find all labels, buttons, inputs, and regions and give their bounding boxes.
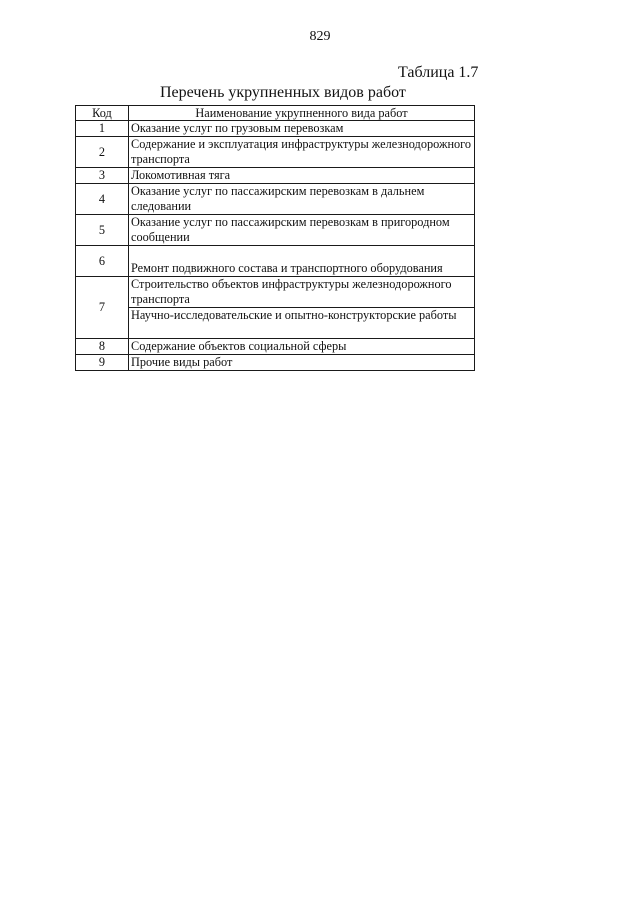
- table-label: Таблица 1.7: [398, 64, 479, 81]
- row-code: 6: [76, 246, 129, 277]
- row-code: 4: [76, 184, 129, 215]
- table-title: Перечень укрупненных видов работ: [160, 84, 406, 101]
- table-row: [76, 137, 475, 168]
- table-row: [76, 215, 475, 246]
- table-row: [76, 277, 475, 308]
- table-row: [76, 246, 475, 277]
- row-name: Ремонт подвижного состава и транспортного оборудования: [129, 246, 475, 277]
- header-code: Код: [76, 106, 129, 121]
- page-number: 829: [309, 29, 331, 44]
- row-code: 9: [76, 355, 129, 371]
- row-name: Прочие виды работ: [129, 355, 475, 371]
- row-name: Содержание и эксплуатация инфраструктуры железнодорожного транспорта: [129, 137, 475, 168]
- table-row: [76, 121, 475, 137]
- row-code: 1: [76, 121, 129, 137]
- row-code: 5: [76, 215, 129, 246]
- work-types-table: [75, 105, 475, 371]
- table-header-row: [76, 106, 475, 121]
- table-row: [76, 184, 475, 215]
- row-code: 8: [76, 339, 129, 355]
- row-name: Оказание услуг по пассажирским перевозкам в дальнем следовании: [129, 184, 475, 215]
- row-name: Оказание услуг по пассажирским перевозкам в пригородном сообщении: [129, 215, 475, 246]
- row-name: Содержание объектов социальной сферы: [129, 339, 475, 355]
- table-row: [76, 339, 475, 355]
- table-row: [76, 308, 475, 339]
- row-code: 7: [76, 277, 129, 339]
- row-name: Оказание услуг по грузовым перевозкам: [129, 121, 475, 137]
- row-code: 2: [76, 137, 129, 168]
- header-name: Наименование укрупненного вида работ: [129, 106, 475, 121]
- table-row: [76, 168, 475, 184]
- table-row: [76, 355, 475, 371]
- row-name: Локомотивная тяга: [129, 168, 475, 184]
- row-name: Строительство объектов инфраструктуры железнодорожного транспорта: [129, 277, 475, 308]
- row-code: 3: [76, 168, 129, 184]
- row-name: Научно-исследовательские и опытно-конструкторские работы: [129, 308, 475, 339]
